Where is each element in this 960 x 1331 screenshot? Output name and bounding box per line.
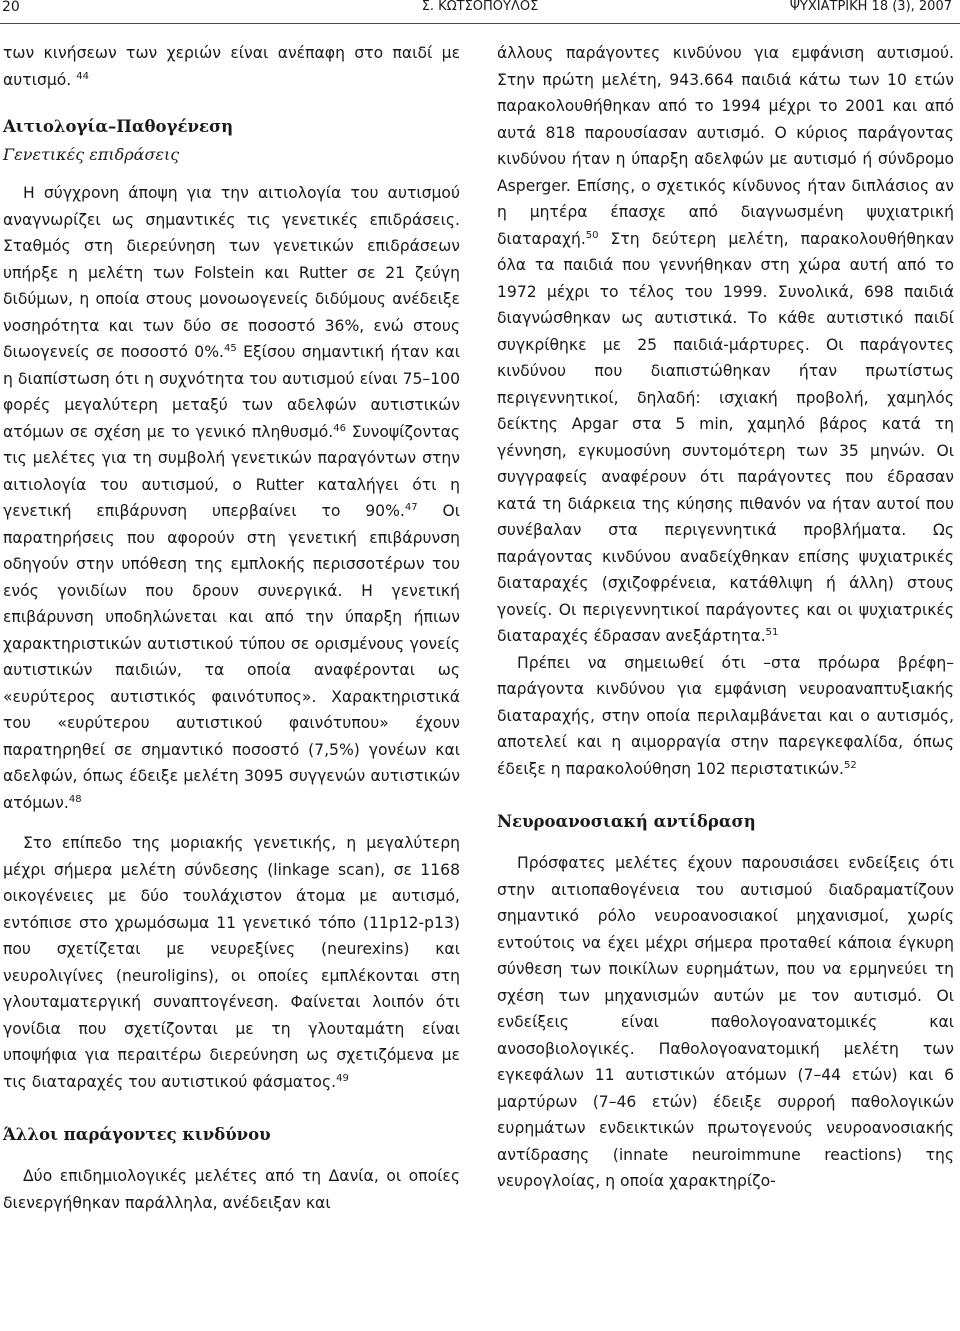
section-heading: Αιτιολογία–Παθογένεση xyxy=(3,117,234,136)
paragraph-continued: των κινήσεων των χεριών είναι ανέπαφη στο παιδί με αυτισμό. $^{44}$ xyxy=(3,44,460,89)
subsection-heading: Γενετικές επιδράσεις xyxy=(3,145,180,164)
reference-mark: 49 xyxy=(336,1072,349,1084)
reference-mark: 50 xyxy=(585,229,599,241)
paragraph-genetics: Η σύγχρονη άποψη για την αιτιολογία του αυτισμού αναγνωρίζει ως σημαντικές τις γενετικές επιδράσεις. Σταθμός στη διερεύνηση των γενετικών επιδράσεων υπήρξε η μελέτη των Folstein και Rutter σε 21 ζεύγη διδύμων, η οποία στους μονοωογενείς διδύμους ανέδειξε νοσηρότητα και των δύο σε ποσοστό 36%, ενώ στους διωογενείς σε ποσοστό 0%.$^{45}$ Εξίσου σημαντική ήταν και η διαπίστωση ότι η συχνότητα του αυτισμού είναι 75–100 φορές μεγαλύτερη μεταξύ των αδελφών αυτιστικών ατόμων σε σχέση με το γενικό πληθυσμό.$^{46}$ Συνοψίζοντας τις μελέτες για τη συμβολή γενετικών παραγόντων στην αιτιολογία του αυτισμού, ο Rutter καταλήγει ότι η γενετική επιβάρυνση υπερβαίνει το 90%.$^{47}$ Οι παρατηρήσεις που αφορούν στη γενετική επιβάρυνση οδηγούν στην υπόθεση της εμπλοκής περισσοτέρων του ενός γονιδίων που δρουν συνεργικά. Η γενετική επιβάρυνση υποδηλώνεται και από την ύπαρξη ήπιων χαρακτηριστικών αυτιστικού τύπου σε ορισμένους γονείς αυτιστικών παιδιών, τα οποία αναφέρονται ως «ευρύτερος αυτιστικός φαινότυπος». Χαρακτηριστικά του «ευρύτερου αυτιστικού φαινότυπου» έχουν παρατηρηθεί σε σημαντικό ποσοστό (7,5%) γονέων και αδελφών, όπως έδειξε μελέτη 3095 συγγενών αυτιστικών ατόμων.$^{48}$ xyxy=(3,184,460,812)
paragraph-risk-studies: άλλους παράγοντες κινδύνου για εμφάνιση αυτισμού. Στην πρώτη μελέτη, 943.664 παιδιά κάτω των 10 ετών παρακολουθήθηκαν από το 1994 μέχρι το 2001 και από αυτά 818 παρουσίασαν αυτισμό. Ο κύριος παράγοντας κινδύνου ήταν η ύπαρξη αδελφών με αυτισμό ή σύνδρομο Asperger. Επίσης, ο σχετικός κίνδυνος ήταν διπλάσιος αν η μητέρα έπασχε από διαγνωσμένη ψυχιατρική διαταραχή.$^{50}$ Στη δεύτερη μελέτη, παρακολουθήθηκαν όλα τα παιδιά που γεννήθηκαν στη χώρα αυτή από το 1972 μέχρι το τέλος του 1999. Συνολικά, 698 παιδιά διαγνώσθηκαν ως αυτιστικά. Το κάθε αυτιστικό παιδί συγκρίθηκε με 25 παιδιά-μάρτυρες. Οι παράγοντες κινδύνου που διαπιστώθηκαν ήταν πρωτίστως περιγεννητικοί, δηλαδή: ισχιακή προβολή, χαμηλός δείκτης Apgar στα 5 min, χαμηλό βάρος κατά τη γέννηση, εγκυμοσύνη συντομότερη των 35 μηνών. Οι συγγραφείς αναφέρουν ότι παράγοντες που έδρασαν κατά τη διάρκεια της κύησης πιθανόν να ήταν αυτοί που συνέβαλαν στα περιγεννητικά προβλήματα. Ως παράγοντας κινδύνου αναδείχθηκαν επίσης ψυχιατρικές διαταραχές (σχιζοφρένεια, κατάθλιψη ή άλλη) στους γονείς. Οι περιγεννητικοί παράγοντες και οι ψυχιατρικές διαταραχές έδρασαν ανεξάρτητα.$^{51}$ xyxy=(497,44,954,645)
reference-mark: 46 xyxy=(333,422,346,434)
left-column xyxy=(3,40,460,1216)
reference-mark: 45 xyxy=(224,343,237,354)
reference-mark: 47 xyxy=(404,502,418,513)
section-heading-neuroimmune: Νευροανοσιακή αντίδραση xyxy=(497,812,756,831)
reference-mark: 52 xyxy=(843,759,857,771)
paragraph-molecular: Στο επίπεδο της μοριακής γενετικής, η μεγαλύτερη μέχρι σήμερα μελέτη σύνδεσης (linkage scan), σε 1168 οικογένειες με δύο τουλάχιστον άτομα με αυτισμό, εντόπισε στο χρωμόσωμα 11 γενετικό τόπο (11p12-p13) που σχετίζεται με νευρεξίνες (neurexins) και νευρολιγίνες (neuroligins), οι οποίες εμπλέκονται στη γλουταματεργική συναπτογένεση. Φαίνεται λοιπόν ότι γονίδια που σχετίζονται με τη γλουταμάτη είναι υποψήφια για περαιτέρω διερεύνηση ως σχετιζόμενα με τις διαταραχές του αυτιστικού φάσματος.$^{49}$ xyxy=(3,834,460,1091)
header-rule xyxy=(0,23,960,24)
page-number: 20 xyxy=(2,0,20,15)
paragraph-denmark: Δύο επιδημιολογικές μελέτες από τη Δανία, οι οποίες διενεργήθηκαν παράλληλα, ανέδειξαν και xyxy=(3,1167,460,1212)
right-column xyxy=(497,40,954,1195)
reference-mark: 51 xyxy=(765,627,779,638)
paragraph-premature: Πρέπει να σημειωθεί ότι –στα πρόωρα βρέφη– παράγοντα κινδύνου για εμφάνιση νευροαναπτυξιακής διαταραχής, στην οποία περιλαμβάνεται και ο αυτισμός, αποτελεί και η αιμορραγία στην παρεγκεφαλίδα, όπως έδειξε η παρακολούθηση 102 περιστατικών.$^{52}$ xyxy=(497,653,954,778)
reference-mark: 44 xyxy=(76,70,89,82)
section-heading-risk: Άλλοι παράγοντες κινδύνου xyxy=(3,1125,271,1144)
journal-citation: ΨΥΧΙΑΤΡΙΚΗ 18 (3), 2007 xyxy=(789,0,952,14)
paragraph-neuroimmune: Πρόσφατες μελέτες έχουν παρουσιάσει ενδείξεις ότι στην αιτιοπαθογένεια του αυτισμού διαδραματίζουν σημαντικό ρόλο νευροανοσιακοί μηχανισμοί, χωρίς εντούτοις να έχει μέχρι σήμερα προταθεί κάποια έγκυρη σύνθεση των ποικίλων ευρημάτων, που να ερμηνεύει τη σχέση των μηχανισμών αυτών με τον αυτισμό. Οι ενδείξεις είναι παθολογοανατομικές και ανοσοβιολογικές. Παθολογοανατομική μελέτη των εγκεφάλων 11 αυτιστικών ατόμων (7–44 ετών) και 6 μαρτύρων (7–46 ετών) έδειξε συρροή παθολογικών ευρημάτων ενδεικτικών πρωτογενούς νευροανοσιακής αντίδρασης (innate neuroimmune reactions) της νευρογλοίας, η οποία χαρακτηρίζο- xyxy=(497,854,954,1190)
running-author: Σ. ΚΩΤΣΟΠΟΥΛΟΣ xyxy=(421,0,539,14)
running-header xyxy=(0,0,960,20)
reference-mark: 48 xyxy=(68,793,82,805)
